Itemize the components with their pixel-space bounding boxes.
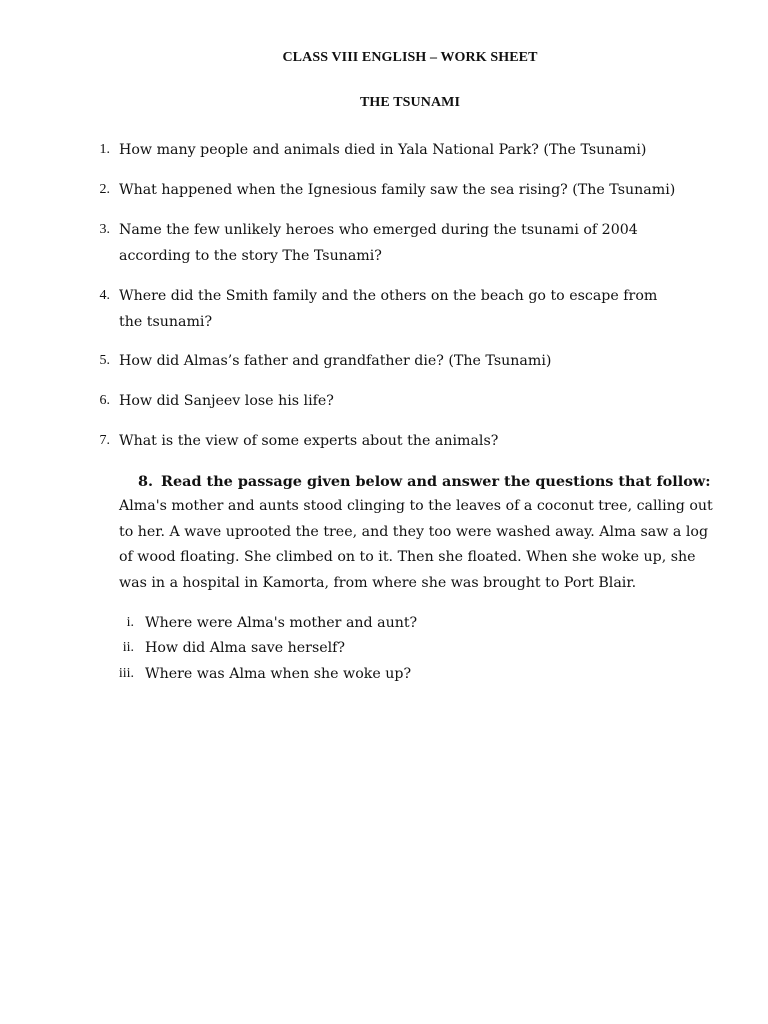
story-title: THE TSUNAMI (359, 95, 461, 110)
sub-question-number: ii. (122, 640, 134, 655)
sub-question-number: i. (126, 615, 134, 630)
sub-question-text: Where was Alma when she woke up? (145, 666, 412, 682)
question-number: 1. (99, 142, 110, 157)
question-number: 8. (138, 473, 154, 490)
sub-question-text: How did Alma save herself? (145, 640, 346, 656)
question-text: What happened when the Ignesious family saw the sea rising? (The Tsunami) (119, 182, 676, 198)
sub-question-number: iii. (118, 666, 134, 681)
question-text: Name the few unlikely heroes who emerged during the tsunami of 2004 according to the story The Tsunami? (119, 222, 638, 264)
question-text: How did Sanjeev lose his life? (119, 393, 334, 409)
question-text: What is the view of some experts about the animals? (119, 433, 499, 449)
question-text: Where did the Smith family and the others on the beach go to escape from the tsunami? (119, 288, 658, 330)
question-number: 2. (99, 182, 110, 197)
passage-question-heading (138, 469, 711, 495)
question-number: 3. (99, 222, 110, 237)
question-text: How many people and animals died in Yala National Park? (The Tsunami) (119, 142, 647, 158)
sub-question-text: Where were Alma's mother and aunt? (145, 615, 418, 631)
question-text: How did Almas’s father and grandfather die? (The Tsunami) (119, 353, 552, 369)
question-number: 4. (99, 288, 110, 303)
reading-passage: Alma's mother and aunts stood clinging to the leaves of a coconut tree, calling out to her. A wave uprooted the tree, and they too were washed away. Alma saw a log of wood floating. She climbed on to it. Then she floated. When she woke up, she was in a hospital in Kamorta, from where she was brought to Port Blair. (119, 498, 713, 591)
worksheet-title: CLASS VIII ENGLISH – WORK SHEET (282, 50, 538, 65)
question-text: Read the passage given below and answer the questions that follow: (161, 473, 711, 490)
question-number: 5. (99, 353, 110, 368)
question-number: 7. (99, 433, 110, 448)
question-number: 6. (99, 393, 110, 408)
